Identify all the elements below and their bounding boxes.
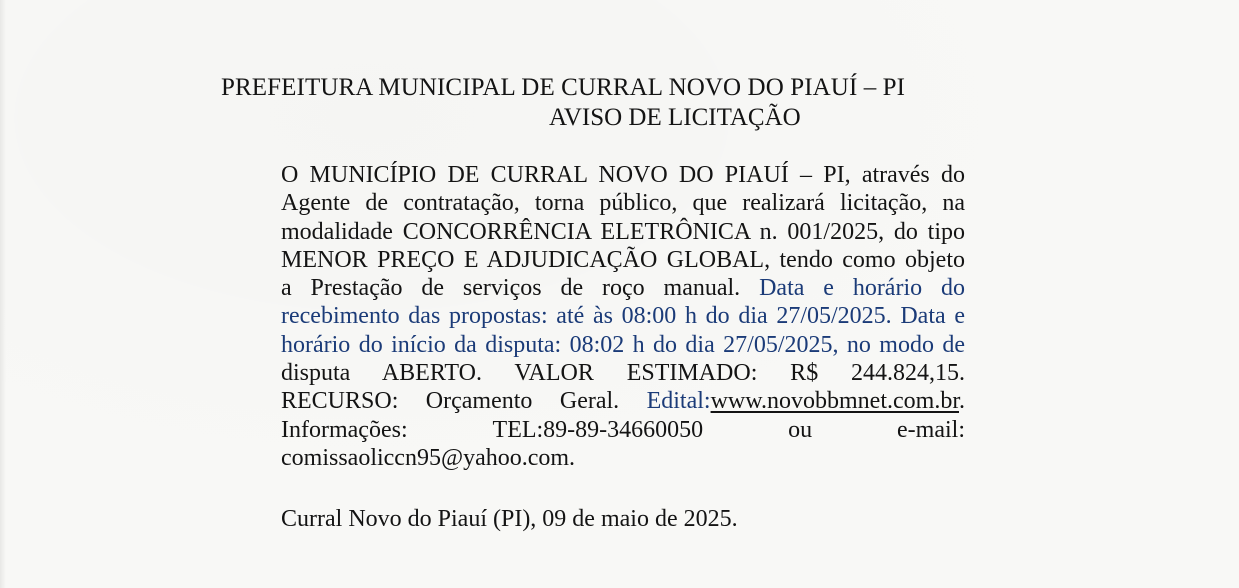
or-text: ou bbox=[788, 416, 813, 443]
notice-line: O MUNICÍPIO DE CURRAL NOVO DO PIAUÍ – PI, através do bbox=[281, 162, 965, 188]
edital-link[interactable]: www.novobbmnet.com.br bbox=[710, 388, 959, 415]
notice-line: disputa ABERTO. VALOR ESTIMADO: R$ 244.824,15. bbox=[281, 360, 965, 387]
notice-line bbox=[281, 274, 965, 302]
place-date-line: Curral Novo do Piauí (PI), 09 de maio de 2025. bbox=[281, 506, 738, 532]
funding-text: RECURSO: Orçamento Geral. bbox=[281, 388, 620, 415]
edital-period: . bbox=[959, 388, 965, 415]
edital-label: Edital: bbox=[646, 388, 711, 415]
notice-schedule-text: Data e horário do bbox=[759, 275, 966, 302]
notice-title: AVISO DE LICITAÇÃO bbox=[549, 104, 801, 131]
email-address: comissaoliccn95@yahoo.com. bbox=[281, 444, 576, 471]
scan-edge bbox=[0, 0, 6, 588]
email-label: e-mail: bbox=[897, 416, 965, 443]
notice-body bbox=[281, 161, 965, 472]
notice-schedule-line: recebimento das propostas: até às 08:00 h do dia 27/05/2025. Data e bbox=[281, 303, 965, 330]
notice-line: MENOR PREÇO E ADJUDICAÇÃO GLOBAL, tendo como objeto bbox=[281, 246, 965, 273]
notice-line: Agente de contratação, torna público, que realizará licitação, na bbox=[281, 190, 965, 217]
municipality-title: PREFEITURA MUNICIPAL DE CURRAL NOVO DO PIAUÍ – PI bbox=[221, 74, 906, 101]
info-label: Informações: bbox=[281, 416, 408, 443]
contact-line bbox=[281, 416, 965, 444]
notice-line bbox=[281, 387, 965, 415]
notice-object-text: a Prestação de serviços de roço manual. bbox=[281, 275, 741, 302]
notice-line: modalidade CONCORRÊNCIA ELETRÔNICA n. 001/2025, do tipo bbox=[281, 218, 965, 245]
phone-number: TEL:89-89-34660050 bbox=[492, 416, 704, 443]
notice-schedule-line: horário do início da disputa: 08:02 h do dia 27/05/2025, no modo de bbox=[281, 331, 965, 358]
